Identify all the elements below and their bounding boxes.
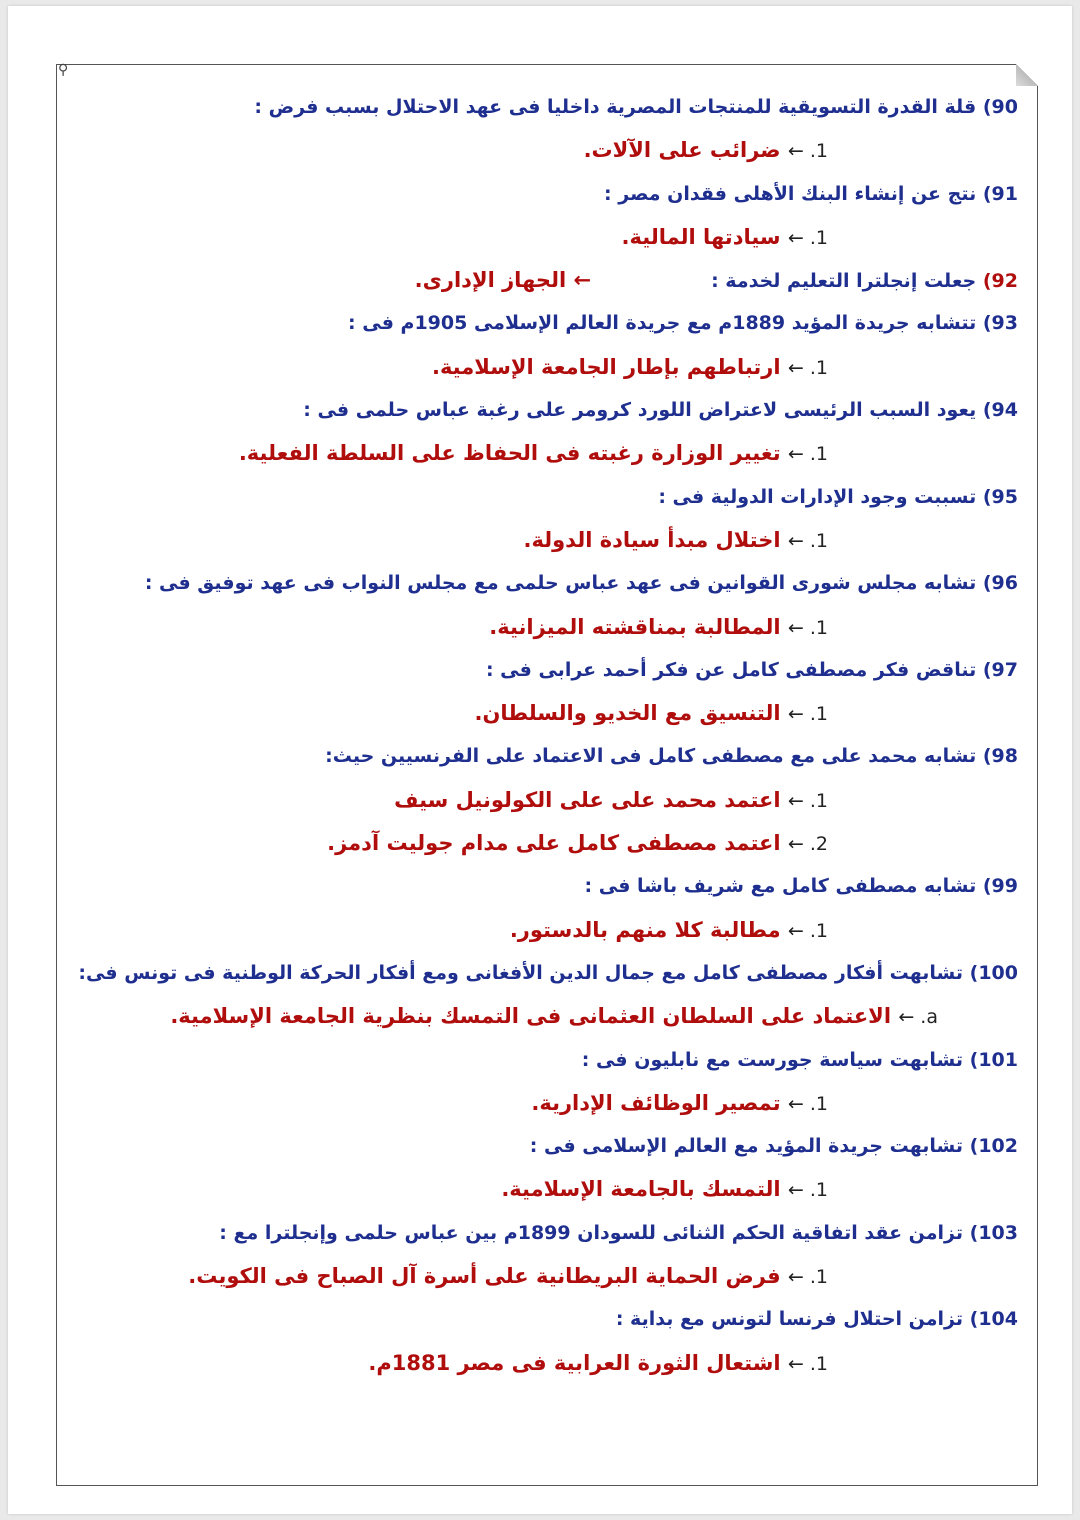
answer-100: a. ← الاعتماد على السلطان العثمانى فى التمسك بنظرية الجامعة الإسلامية. <box>170 1004 938 1029</box>
question-90: 90) قلة القدرة التسويقية للمنتجات المصرية داخليا فى عهد الاحتلال بسبب فرض : <box>254 96 1018 118</box>
question-94: 94) يعود السبب الرئيسى لاعتراض اللورد كرومر على رغبة عباس حلمى فى : <box>303 399 1018 422</box>
answer-96: 1. ← المطالبة بمناقشته الميزانية. <box>489 614 828 639</box>
question-99: 99) تشابه مصطفى كامل مع شريف باشا فى : <box>584 875 1018 898</box>
question-92: 92) جعلت إنجلترا التعليم لخدمة :← الجهاز الإدارى. <box>414 268 1018 293</box>
question-100: 100) تشابهت أفكار مصطفى كامل مع جمال الدين الأفغانى ومع أفكار الحركة الوطنية فى تونس فى: <box>78 961 1018 984</box>
question-93: 93) تتشابه جريدة المؤيد 1889م مع جريدة العالم الإسلامى 1905م فى : <box>348 312 1018 335</box>
answer-95: 1. ← اختلال مبدأ سيادة الدولة. <box>523 527 828 552</box>
answer-102: 1. ← التمسك بالجامعة الإسلامية. <box>501 1177 828 1202</box>
question-95: 95) تسببت وجود الإدارات الدولية فى : <box>658 485 1018 508</box>
question-91: 91) نتج عن إنشاء البنك الأهلى فقدان مصر : <box>604 182 1018 205</box>
answer-101: 1. ← تمصير الوظائف الإدارية. <box>531 1090 828 1115</box>
answer-97: 1. ← التنسيق مع الخديو والسلطان. <box>474 701 828 726</box>
question-103: 103) تزامن عقد اتفاقية الحكم الثنائى للسودان 1899م بين عباس حلمى وإنجلترا مع : <box>219 1221 1018 1244</box>
question-102: 102) تشابهت جريدة المؤيد مع العالم الإسلامى فى : <box>529 1135 1018 1158</box>
questions-list <box>78 86 1018 1385</box>
page-fold-corner <box>1016 64 1038 86</box>
answer-91: 1. ← سيادتها المالية. <box>621 224 828 249</box>
answer-98-1: 1. ← اعتمد محمد على على الكولونيل سيف <box>394 787 828 812</box>
question-101: 101) تشابهت سياسة جورست مع نابليون فى : <box>581 1048 1018 1071</box>
answer-103: 1. ← فرض الحماية البريطانية على أسرة آل الصباح فى الكويت. <box>188 1264 828 1289</box>
question-104: 104) تزامن احتلال فرنسا لتونس مع بداية : <box>615 1308 1018 1331</box>
question-98: 98) تشابه محمد على مع مصطفى كامل فى الاعتماد على الفرنسيين حيث: <box>325 745 1018 768</box>
answer-92: ← الجهاز الإدارى. <box>414 268 592 293</box>
question-97: 97) تناقض فكر مصطفى كامل عن فكر أحمد عرابى فى : <box>485 658 1018 681</box>
answer-104: 1. ← اشتعال الثورة العرابية فى مصر 1881م. <box>368 1350 828 1375</box>
answer-98-2: 2. ← اعتمد مصطفى كامل على مدام جوليت آدمز. <box>327 831 828 856</box>
question-96: 96) تشابه مجلس شورى القوانين فى عهد عباس حلمى مع مجلس النواب فى عهد توفيق فى : <box>144 572 1018 595</box>
answer-93: 1. ← ارتباطهم بإطار الجامعة الإسلامية. <box>431 354 828 379</box>
answer-94: 1. ← تغيير الوزارة رغبته فى الحفاظ على السلطة الفعلية. <box>238 441 828 466</box>
answer-99: 1. ← مطالبة كلا منهم بالدستور. <box>509 917 828 942</box>
pin-icon: ⚲ <box>58 62 69 78</box>
document-page <box>8 6 1072 1514</box>
answer-90: 1. ← ضرائب على الآلات. <box>583 138 828 163</box>
